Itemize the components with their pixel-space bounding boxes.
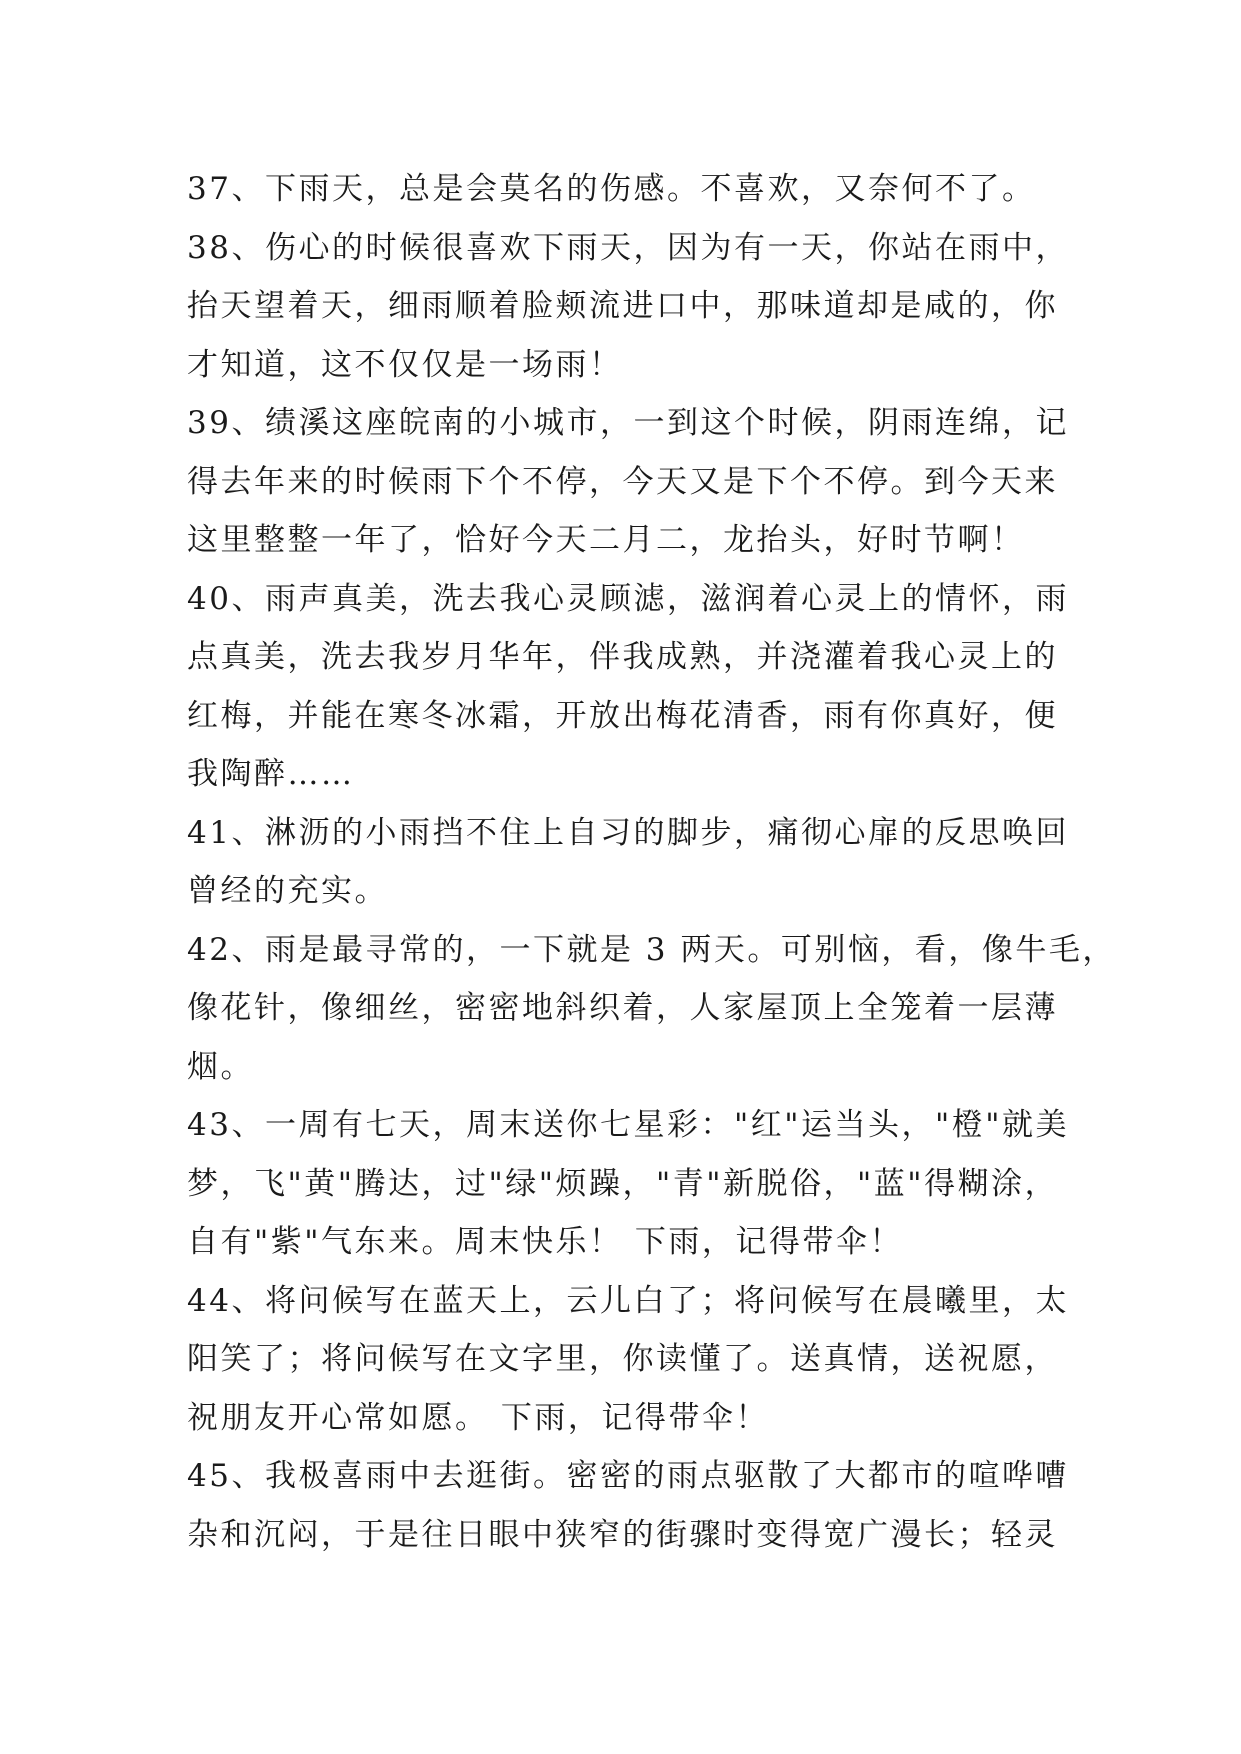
text-line: 这里整整一年了，恰好今天二月二，龙抬头，好时节啊！ [187,522,1025,558]
text-line: 43、一周有七天，周末送你七星彩："红"运当头，"橙"就美 [187,1107,1069,1143]
text-line: 点真美，洗去我岁月华年，伴我成熟，并浇灌着我心灵上的 [187,639,1058,675]
text-line: 39、绩溪这座皖南的小城市，一到这个时候，阴雨连绵，记 [187,405,1069,441]
text-line: 才知道，这不仅仅是一场雨！ [187,346,623,383]
text-line: 自有"紫"气东来。周末快乐！ 下雨，记得带伞！ [187,1224,903,1260]
text-line: 得去年来的时候雨下个不停，今天又是下个不停。到今天来 [187,463,1058,500]
text-line: 梦，飞"黄"腾达，过"绿"烦躁，"青"新脱俗，"蓝"得糊涂， [187,1165,1059,1202]
text-line: 45、我极喜雨中去逛街。密密的雨点驱散了大都市的喧哗嘈 [187,1458,1069,1494]
text-line: 红梅，并能在寒冬冰霜，开放出梅花清香，雨有你真好，便 [187,697,1058,734]
text-line: 44、将问候写在蓝天上，云儿白了；将问候写在晨曦里，太 [187,1282,1069,1319]
text-line: 阳笑了；将问候写在文字里，你读懂了。送真情，送祝愿， [187,1341,1058,1377]
text-line: 38、伤心的时候很喜欢下雨天，因为有一天，你站在雨中， [187,229,1069,266]
text-line: 祝朋友开心常如愿。 下雨，记得带伞！ [187,1399,769,1436]
text-line: 杂和沉闷，于是往日眼中狭窄的街骤时变得宽广漫长；轻灵 [187,1516,1058,1553]
text-line: 我陶醉…… [187,756,355,792]
text-line: 抬天望着天，细雨顺着脸颊流进口中，那味道却是咸的，你 [187,288,1058,324]
document-body [187,160,1116,1564]
text-line: 40、雨声真美，洗去我心灵顾滤，滋润着心灵上的情怀，雨 [187,580,1069,617]
text-line: 像花针，像细丝，密密地斜织着，人家屋顶上全笼着一层薄 [187,990,1058,1026]
text-line: 曾经的充实。 [187,873,388,909]
text-line: 42、雨是最寻常的，一下就是 3 两天。可别恼，看，像牛毛， [187,931,1116,968]
text-line: 41、淋沥的小雨挡不住上自习的脚步，痛彻心扉的反思唤回 [187,814,1069,851]
text-line: 37、下雨天，总是会莫名的伤感。不喜欢，又奈何不了。 [187,171,1036,207]
text-line: 烟。 [187,1048,254,1085]
